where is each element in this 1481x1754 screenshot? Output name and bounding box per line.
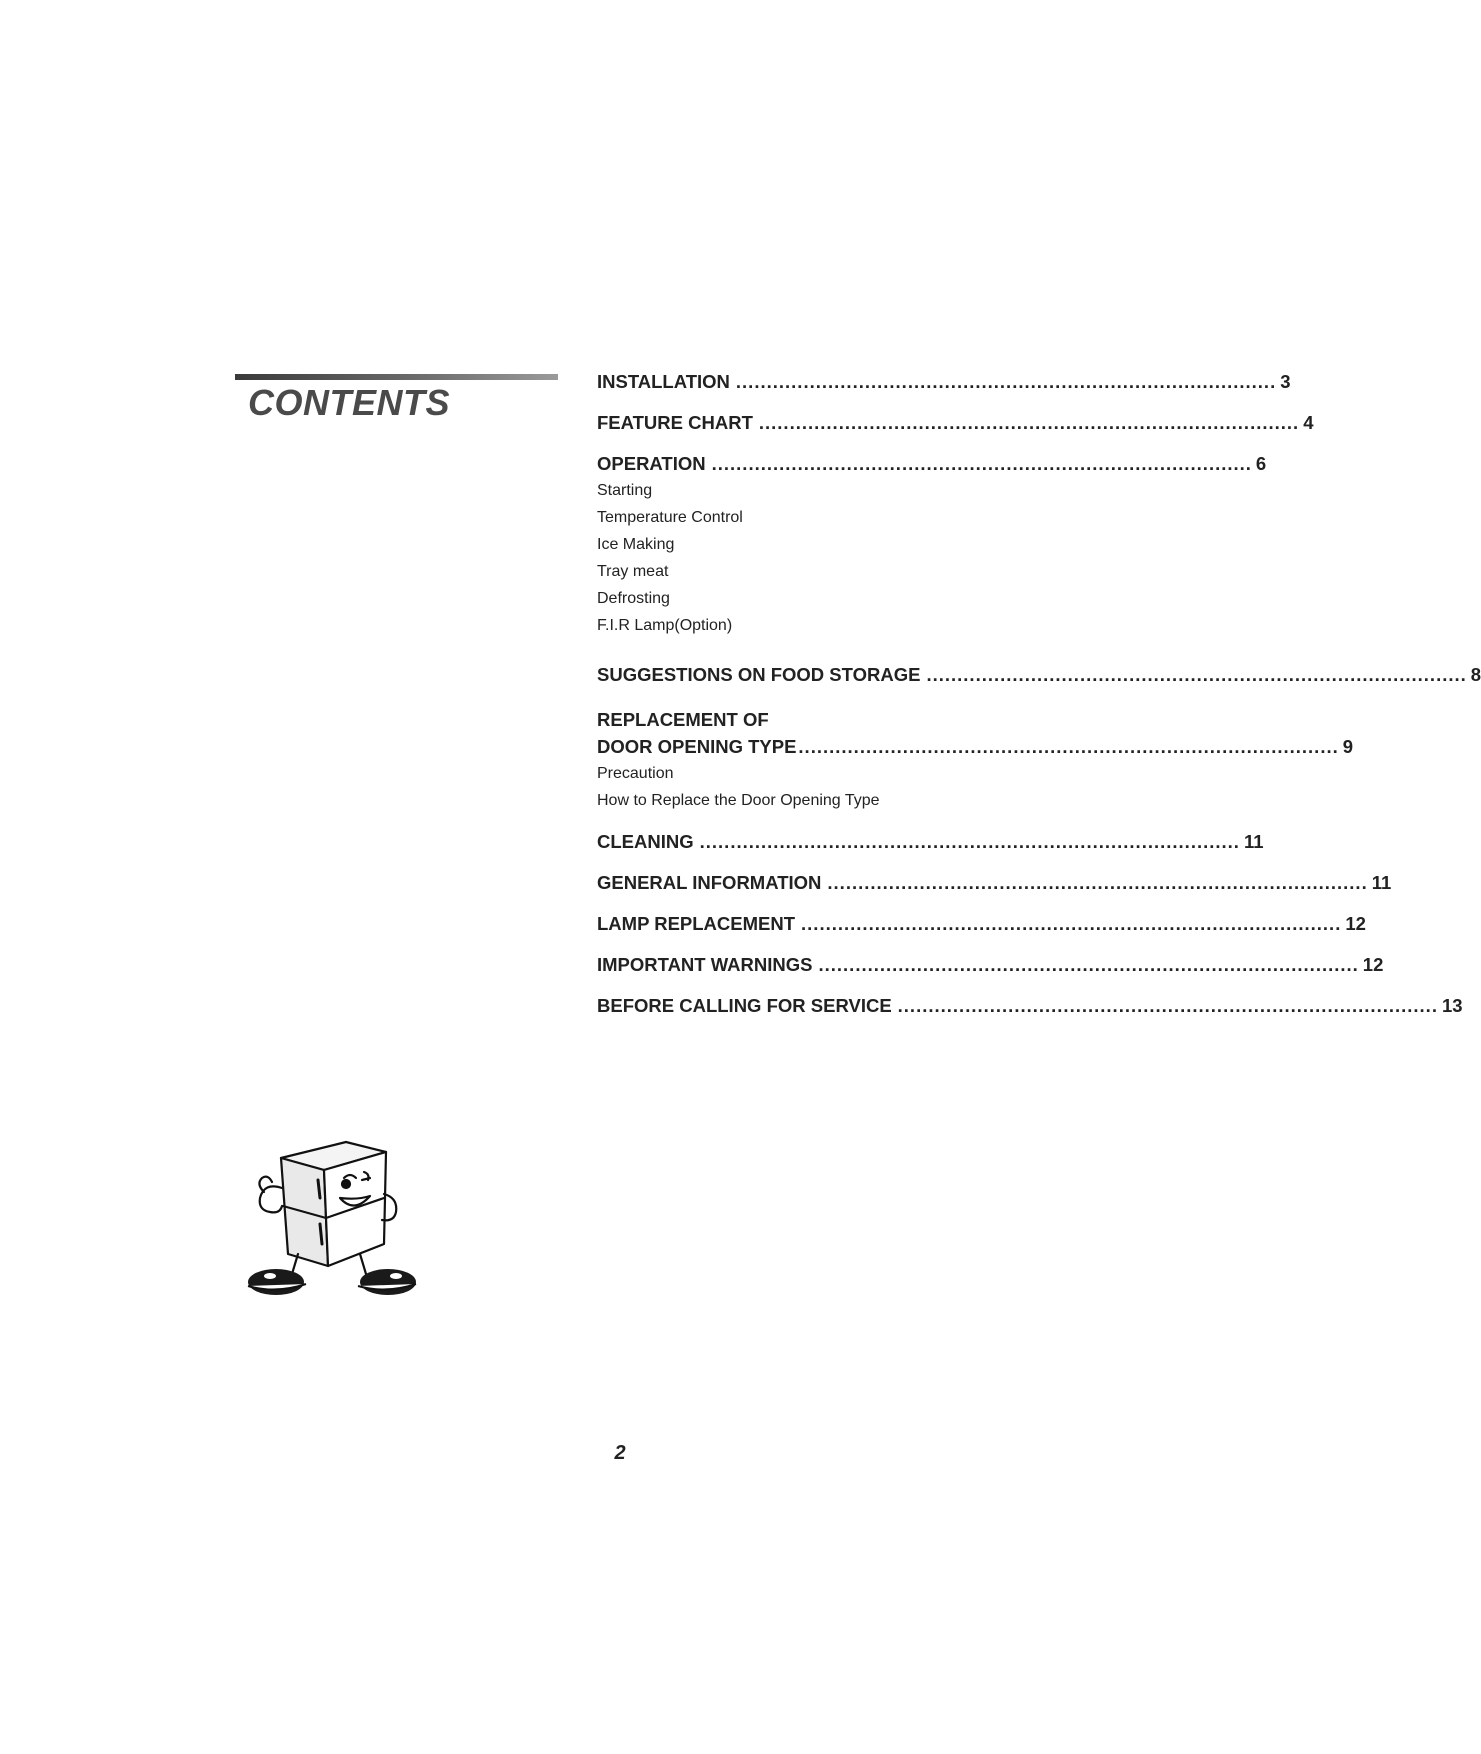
toc-entry-title: BEFORE CALLING FOR SERVICE [597,995,892,1016]
dot-leader: ........................................................................................ [827,872,1368,893]
toc-entry-page: 13 [1441,995,1463,1016]
toc-entry-general-information[interactable] [597,869,1392,896]
page-title: CONTENTS [248,382,450,423]
toc-entry-title: OPERATION [597,453,706,474]
dot-leader: ........................................................................................ [926,664,1467,685]
toc-entry-title: INSTALLATION [597,371,730,392]
toc-entry-title: CLEANING [597,831,694,852]
page-number: 2 [614,1442,626,1464]
toc-subentry[interactable]: Temperature Control [597,509,743,526]
toc-entry-title-prefix: REPLACEMENT OF [597,709,769,730]
toc-subentry[interactable]: Ice Making [597,536,675,553]
dot-leader: ........................................................................................ [818,954,1359,975]
toc-entry-title: DOOR OPENING TYPE [597,736,797,757]
toc-entry-cleaning[interactable] [597,828,1264,855]
toc-entry-door-opening[interactable] [597,706,1354,814]
toc-subentry[interactable]: How to Replace the Door Opening Type [597,792,880,809]
toc-entry-page: 3 [1280,371,1291,392]
toc-subentry[interactable]: Tray meat [597,563,669,580]
dot-leader: ........................................................................................ [798,736,1339,757]
dot-leader: ........................................................................................ [801,913,1342,934]
toc-entry-feature-chart[interactable] [597,409,1314,436]
toc-entry-title: FEATURE CHART [597,412,753,433]
table-of-contents [597,368,1481,1033]
toc-entry-page: 11 [1243,831,1264,852]
refrigerator-mascot-icon [236,1136,436,1296]
toc-entry-title: LAMP REPLACEMENT [597,913,796,934]
toc-entry-before-calling-service[interactable] [597,992,1463,1019]
dot-leader: ........................................................................................ [758,412,1300,433]
toc-entry-page: 11 [1371,872,1392,893]
toc-entry-title: GENERAL INFORMATION [597,872,822,893]
toc-entry-operation[interactable] [597,450,1267,639]
toc-entry-page: 12 [1345,913,1366,934]
toc-entry-important-warnings[interactable] [597,951,1384,978]
toc-subentries [597,760,994,814]
toc-subentries [597,477,994,639]
toc-entry-page: 9 [1342,736,1354,757]
toc-subentry[interactable]: Starting [597,482,653,499]
toc-subentry[interactable]: Precaution [597,765,674,782]
toc-entry-page: 12 [1362,954,1384,975]
toc-entry-page: 4 [1303,412,1314,433]
toc-entry-installation[interactable] [597,368,1291,395]
toc-subentry[interactable]: F.I.R Lamp(Option) [597,617,733,634]
title-rule [235,374,558,380]
toc-entry-title: IMPORTANT WARNINGS [597,954,813,975]
toc-entry-page: 8 [1470,664,1481,685]
toc-entry-page: 6 [1255,453,1267,474]
dot-leader: ........................................................................................ [735,371,1277,392]
toc-entry-title: SUGGESTIONS ON FOOD STORAGE [597,664,921,685]
dot-leader: ........................................................................................ [711,453,1252,474]
dot-leader: ........................................................................................ [897,995,1438,1016]
toc-subentry[interactable]: Defrosting [597,590,670,607]
toc-entry-lamp-replacement[interactable] [597,910,1366,937]
toc-entry-food-storage[interactable] [597,661,1481,688]
dot-leader: ........................................................................................ [699,831,1240,852]
